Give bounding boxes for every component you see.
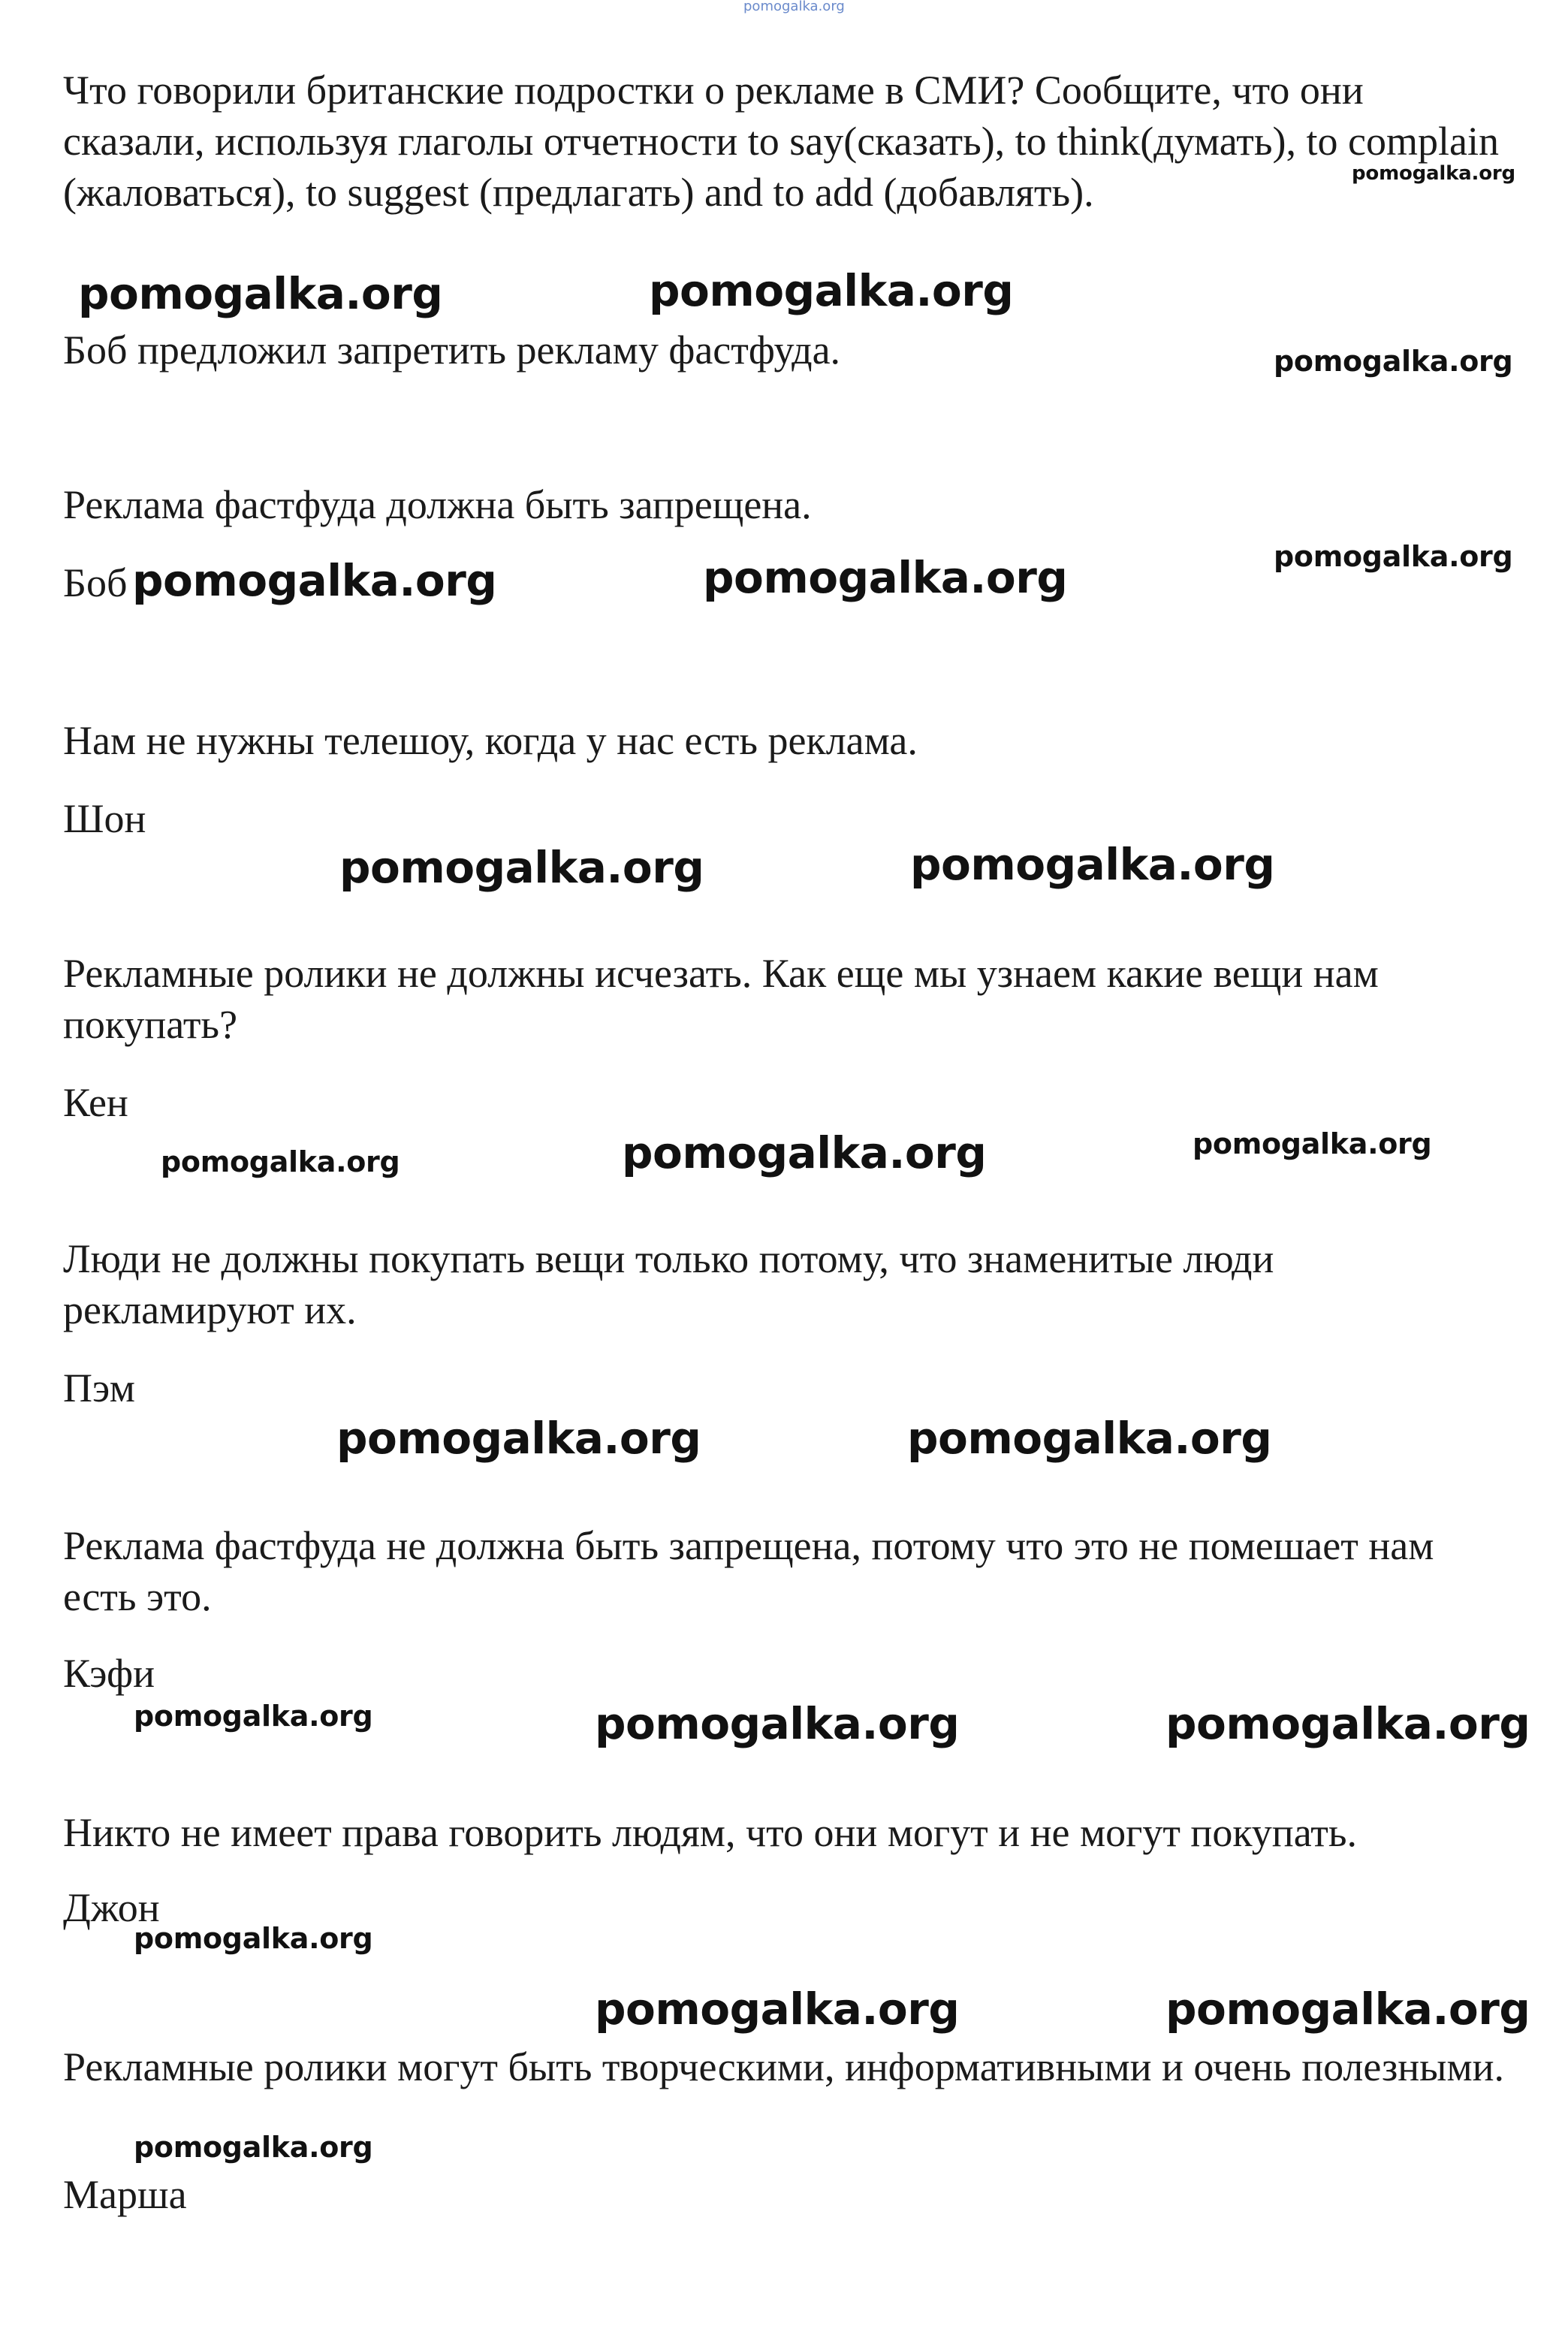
watermark: pomogalka.org [134,1700,373,1733]
watermark: pomogalka.org [703,552,1068,603]
watermark: pomogalka.org [1165,1984,1530,2035]
quote-text: Реклама фастфуда должна быть запрещена. [63,482,812,527]
watermark: pomogalka.org [1165,1698,1530,1749]
quote-text: Нам не нужны телешоу, когда у нас есть реклама. [63,718,918,763]
quote-author: Кен [63,1080,128,1125]
quote-text: Рекламные ролики не должны исчезать. Как еще мы узнаем какие вещи нам покупать? [63,951,1379,1047]
watermark: pomogalka.org [910,839,1275,890]
watermark: pomogalka.org [132,555,497,606]
watermark: pomogalka.org [161,1145,400,1178]
watermark: pomogalka.org [134,2131,373,2164]
watermark: pomogalka.org [1352,162,1515,185]
watermark: pomogalka.org [1274,540,1513,573]
quote-text: Рекламные ролики могут быть творческими, информативными и очень полезными. [63,2044,1505,2089]
watermark: pomogalka.org [649,265,1014,316]
watermark: pomogalka.org [622,1127,987,1178]
header-watermark: pomogalka.org [743,0,845,14]
quote-text: Люди не должны покупать вещи только потому, что знаменитые люди рекламируют их. [63,1236,1274,1332]
quote-author: Шон [63,796,146,841]
watermark: pomogalka.org [907,1413,1272,1464]
question-text: Что говорили британские подростки о рекламе в СМИ? Сообщите, что они сказали, используя глаголы отчетности to say(сказать), to think(думать), to complain (жаловаться), to suggest (предлагать) and to add (добавлять). [63,68,1499,215]
watermark: pomogalka.org [336,1413,701,1464]
quote-author: Джон [63,1885,160,1930]
quote-text: Реклама фастфуда не должна быть запрещена, потому что это не помешает нам есть это. [63,1523,1434,1619]
watermark: pomogalka.org [339,842,704,893]
watermark: pomogalka.org [78,268,443,319]
quote-author: Марша [63,2172,187,2217]
watermark: pomogalka.org [1274,345,1513,378]
watermark: pomogalka.org [595,1984,960,2035]
answer-intro: Боб предложил запретить рекламу фастфуда. [63,327,841,373]
watermark: pomogalka.org [134,1922,373,1955]
quote-author: Боб [63,560,128,605]
quote-author: Пэм [63,1365,135,1410]
quote-author: Кэфи [63,1651,155,1696]
quote-text: Никто не имеет права говорить людям, что они могут и не могут покупать. [63,1810,1357,1855]
watermark: pomogalka.org [595,1698,960,1749]
watermark: pomogalka.org [1193,1127,1432,1160]
